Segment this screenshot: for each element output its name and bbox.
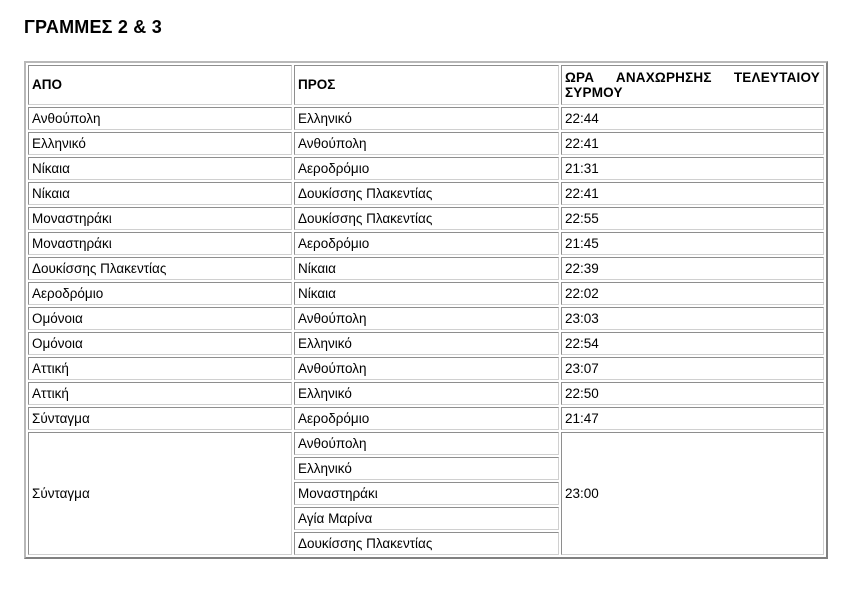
cell-time: 22:41	[561, 132, 824, 155]
cell-from: Μοναστηράκι	[28, 232, 292, 255]
cell-to: Ανθούπολη	[294, 307, 559, 330]
cell-time: 22:41	[561, 182, 824, 205]
cell-to: Αεροδρόμιο	[294, 232, 559, 255]
cell-time: 23:03	[561, 307, 824, 330]
table-row	[28, 382, 824, 405]
cell-time: 23:00	[561, 432, 824, 555]
cell-to: Ανθούπολη	[294, 132, 559, 155]
table-row	[28, 332, 824, 355]
schedule-table	[24, 61, 828, 559]
cell-time: 23:07	[561, 357, 824, 380]
cell-to: Αεροδρόμιο	[294, 407, 559, 430]
table-row	[28, 407, 824, 430]
cell-to: Ανθούπολη	[294, 432, 559, 455]
cell-from: Νίκαια	[28, 182, 292, 205]
table-row	[28, 232, 824, 255]
cell-time: 22:39	[561, 257, 824, 280]
table-header-row	[28, 65, 824, 105]
cell-to: Νίκαια	[294, 257, 559, 280]
cell-from: Δουκίσσης Πλακεντίας	[28, 257, 292, 280]
table-row	[28, 357, 824, 380]
cell-to: Δουκίσσης Πλακεντίας	[294, 182, 559, 205]
header-departure-time: ΩΡΑ ΑΝΑΧΩΡΗΣΗΣ ΤΕΛΕΥΤΑΙΟΥ ΣΥΡΜΟΥ	[561, 65, 824, 105]
cell-to: Δουκίσσης Πλακεντίας	[294, 207, 559, 230]
table-row	[28, 132, 824, 155]
page-title: ΓΡΑΜΜΕΣ 2 & 3	[24, 17, 162, 37]
cell-from: Νίκαια	[28, 157, 292, 180]
cell-to: Αγία Μαρίνα	[294, 507, 559, 530]
table-row	[28, 282, 824, 305]
table-row	[28, 432, 824, 455]
cell-to: Ελληνικό	[294, 382, 559, 405]
table-row	[28, 182, 824, 205]
cell-to: Μοναστηράκι	[294, 482, 559, 505]
cell-to: Ελληνικό	[294, 107, 559, 130]
cell-to: Αεροδρόμιο	[294, 157, 559, 180]
cell-time: 22:55	[561, 207, 824, 230]
cell-to: Ελληνικό	[294, 457, 559, 480]
cell-time: 22:02	[561, 282, 824, 305]
cell-time: 21:45	[561, 232, 824, 255]
cell-to: Νίκαια	[294, 282, 559, 305]
cell-to: Ελληνικό	[294, 332, 559, 355]
cell-time: 21:31	[561, 157, 824, 180]
cell-from: Ελληνικό	[28, 132, 292, 155]
table-row	[28, 257, 824, 280]
cell-time: 22:44	[561, 107, 824, 130]
table-row	[28, 207, 824, 230]
table-row	[28, 157, 824, 180]
header-from: ΑΠΟ	[28, 65, 292, 105]
table-row	[28, 307, 824, 330]
cell-from: Ανθούπολη	[28, 107, 292, 130]
cell-time: 22:50	[561, 382, 824, 405]
cell-to: Ανθούπολη	[294, 357, 559, 380]
cell-from: Σύνταγμα	[28, 432, 292, 555]
header-to: ΠΡΟΣ	[294, 65, 559, 105]
cell-time: 22:54	[561, 332, 824, 355]
cell-time: 21:47	[561, 407, 824, 430]
cell-from: Αεροδρόμιο	[28, 282, 292, 305]
cell-to: Δουκίσσης Πλακεντίας	[294, 532, 559, 555]
cell-from: Αττική	[28, 357, 292, 380]
cell-from: Ομόνοια	[28, 332, 292, 355]
cell-from: Αττική	[28, 382, 292, 405]
cell-from: Ομόνοια	[28, 307, 292, 330]
cell-from: Μοναστηράκι	[28, 207, 292, 230]
table-row	[28, 107, 824, 130]
cell-from: Σύνταγμα	[28, 407, 292, 430]
